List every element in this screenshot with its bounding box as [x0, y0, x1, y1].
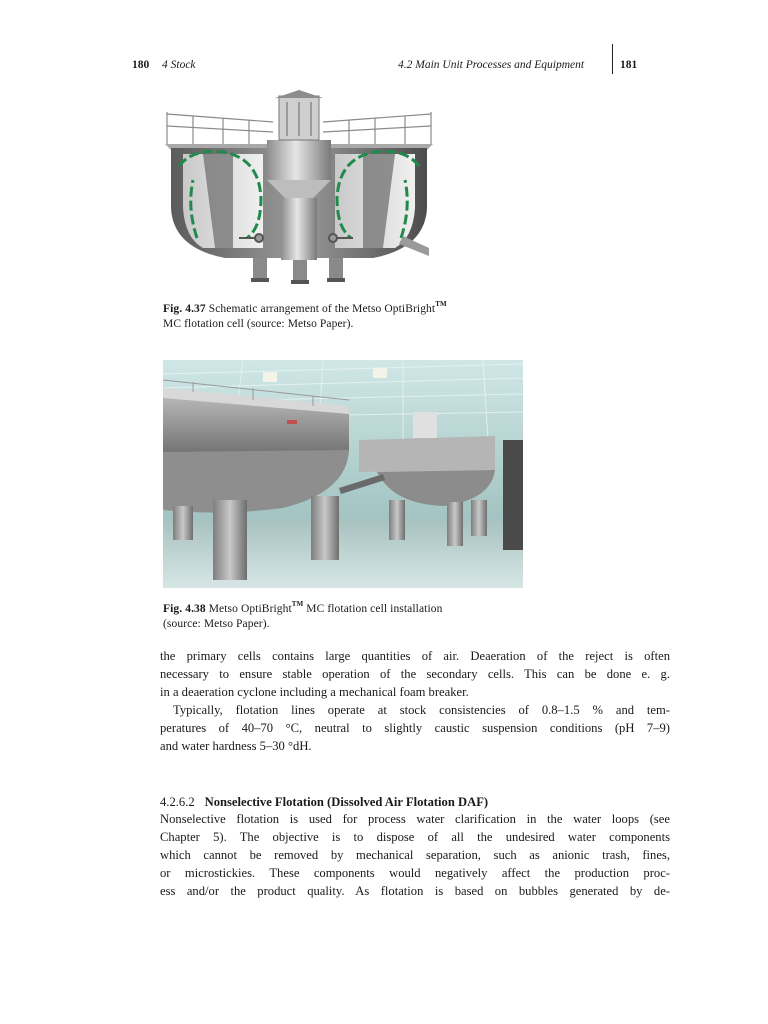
- text-line: which cannot be removed by mechanical separation, such as anionic trash, fines,: [160, 848, 670, 862]
- text-line: peratures of 40–70 °C, neutral to slightly caustic suspension conditions (pH 7–9): [160, 721, 670, 735]
- figure-label: Fig. 4.38: [163, 602, 206, 615]
- text-line: and water hardness 5–30 °dH.: [160, 739, 312, 753]
- text-line: Typically, flotation lines operate at stock consistencies of 0.8–1.5 % and tem-: [173, 703, 670, 717]
- caption-text: MC flotation cell (source: Metso Paper).: [163, 317, 354, 330]
- text-line: Nonselective flotation is used for process water clarification in the water loops (see: [160, 812, 670, 826]
- figure-4-38-caption: [163, 598, 442, 632]
- flotation-installation-photo: [163, 360, 523, 588]
- left-running-head: 4 Stock: [162, 59, 196, 71]
- right-page-number: 181: [620, 59, 638, 71]
- section-title: Nonselective Flotation (Dissolved Air Flotation DAF): [204, 795, 489, 809]
- text-line: or microstickies. These components would negatively affect the production proc-: [160, 866, 670, 880]
- trademark: TM: [291, 600, 304, 608]
- header-divider: [612, 44, 613, 74]
- text-line: Chapter 5). The objective is to dispose of all the undesired water components: [160, 830, 670, 844]
- left-page-number: 180: [132, 59, 150, 71]
- figure-4-37-caption: [163, 298, 447, 332]
- text-line: necessary to ensure stable operation of the secondary cells. This can be done e. g.: [160, 667, 670, 681]
- text-line: the primary cells contains large quantities of air. Deaeration of the reject is often: [160, 649, 670, 663]
- section-heading: [160, 794, 488, 810]
- flotation-cell-schematic: [163, 88, 435, 294]
- figure-label: Fig. 4.37: [163, 302, 206, 315]
- caption-text: MC flotation cell installation: [306, 602, 443, 615]
- caption-text: Metso OptiBright: [208, 602, 292, 615]
- caption-text: Schematic arrangement of the Metso OptiBright: [208, 302, 436, 315]
- caption-text: (source: Metso Paper).: [163, 617, 270, 630]
- trademark: TM: [435, 300, 447, 308]
- right-running-head: 4.2 Main Unit Processes and Equipment: [398, 59, 585, 71]
- text-line: ess and/or the product quality. As flotation is based on bubbles generated by de-: [160, 884, 670, 898]
- text-line: in a deaeration cyclone including a mechanical foam breaker.: [160, 685, 469, 699]
- section-number: 4.2.6.2: [160, 795, 195, 809]
